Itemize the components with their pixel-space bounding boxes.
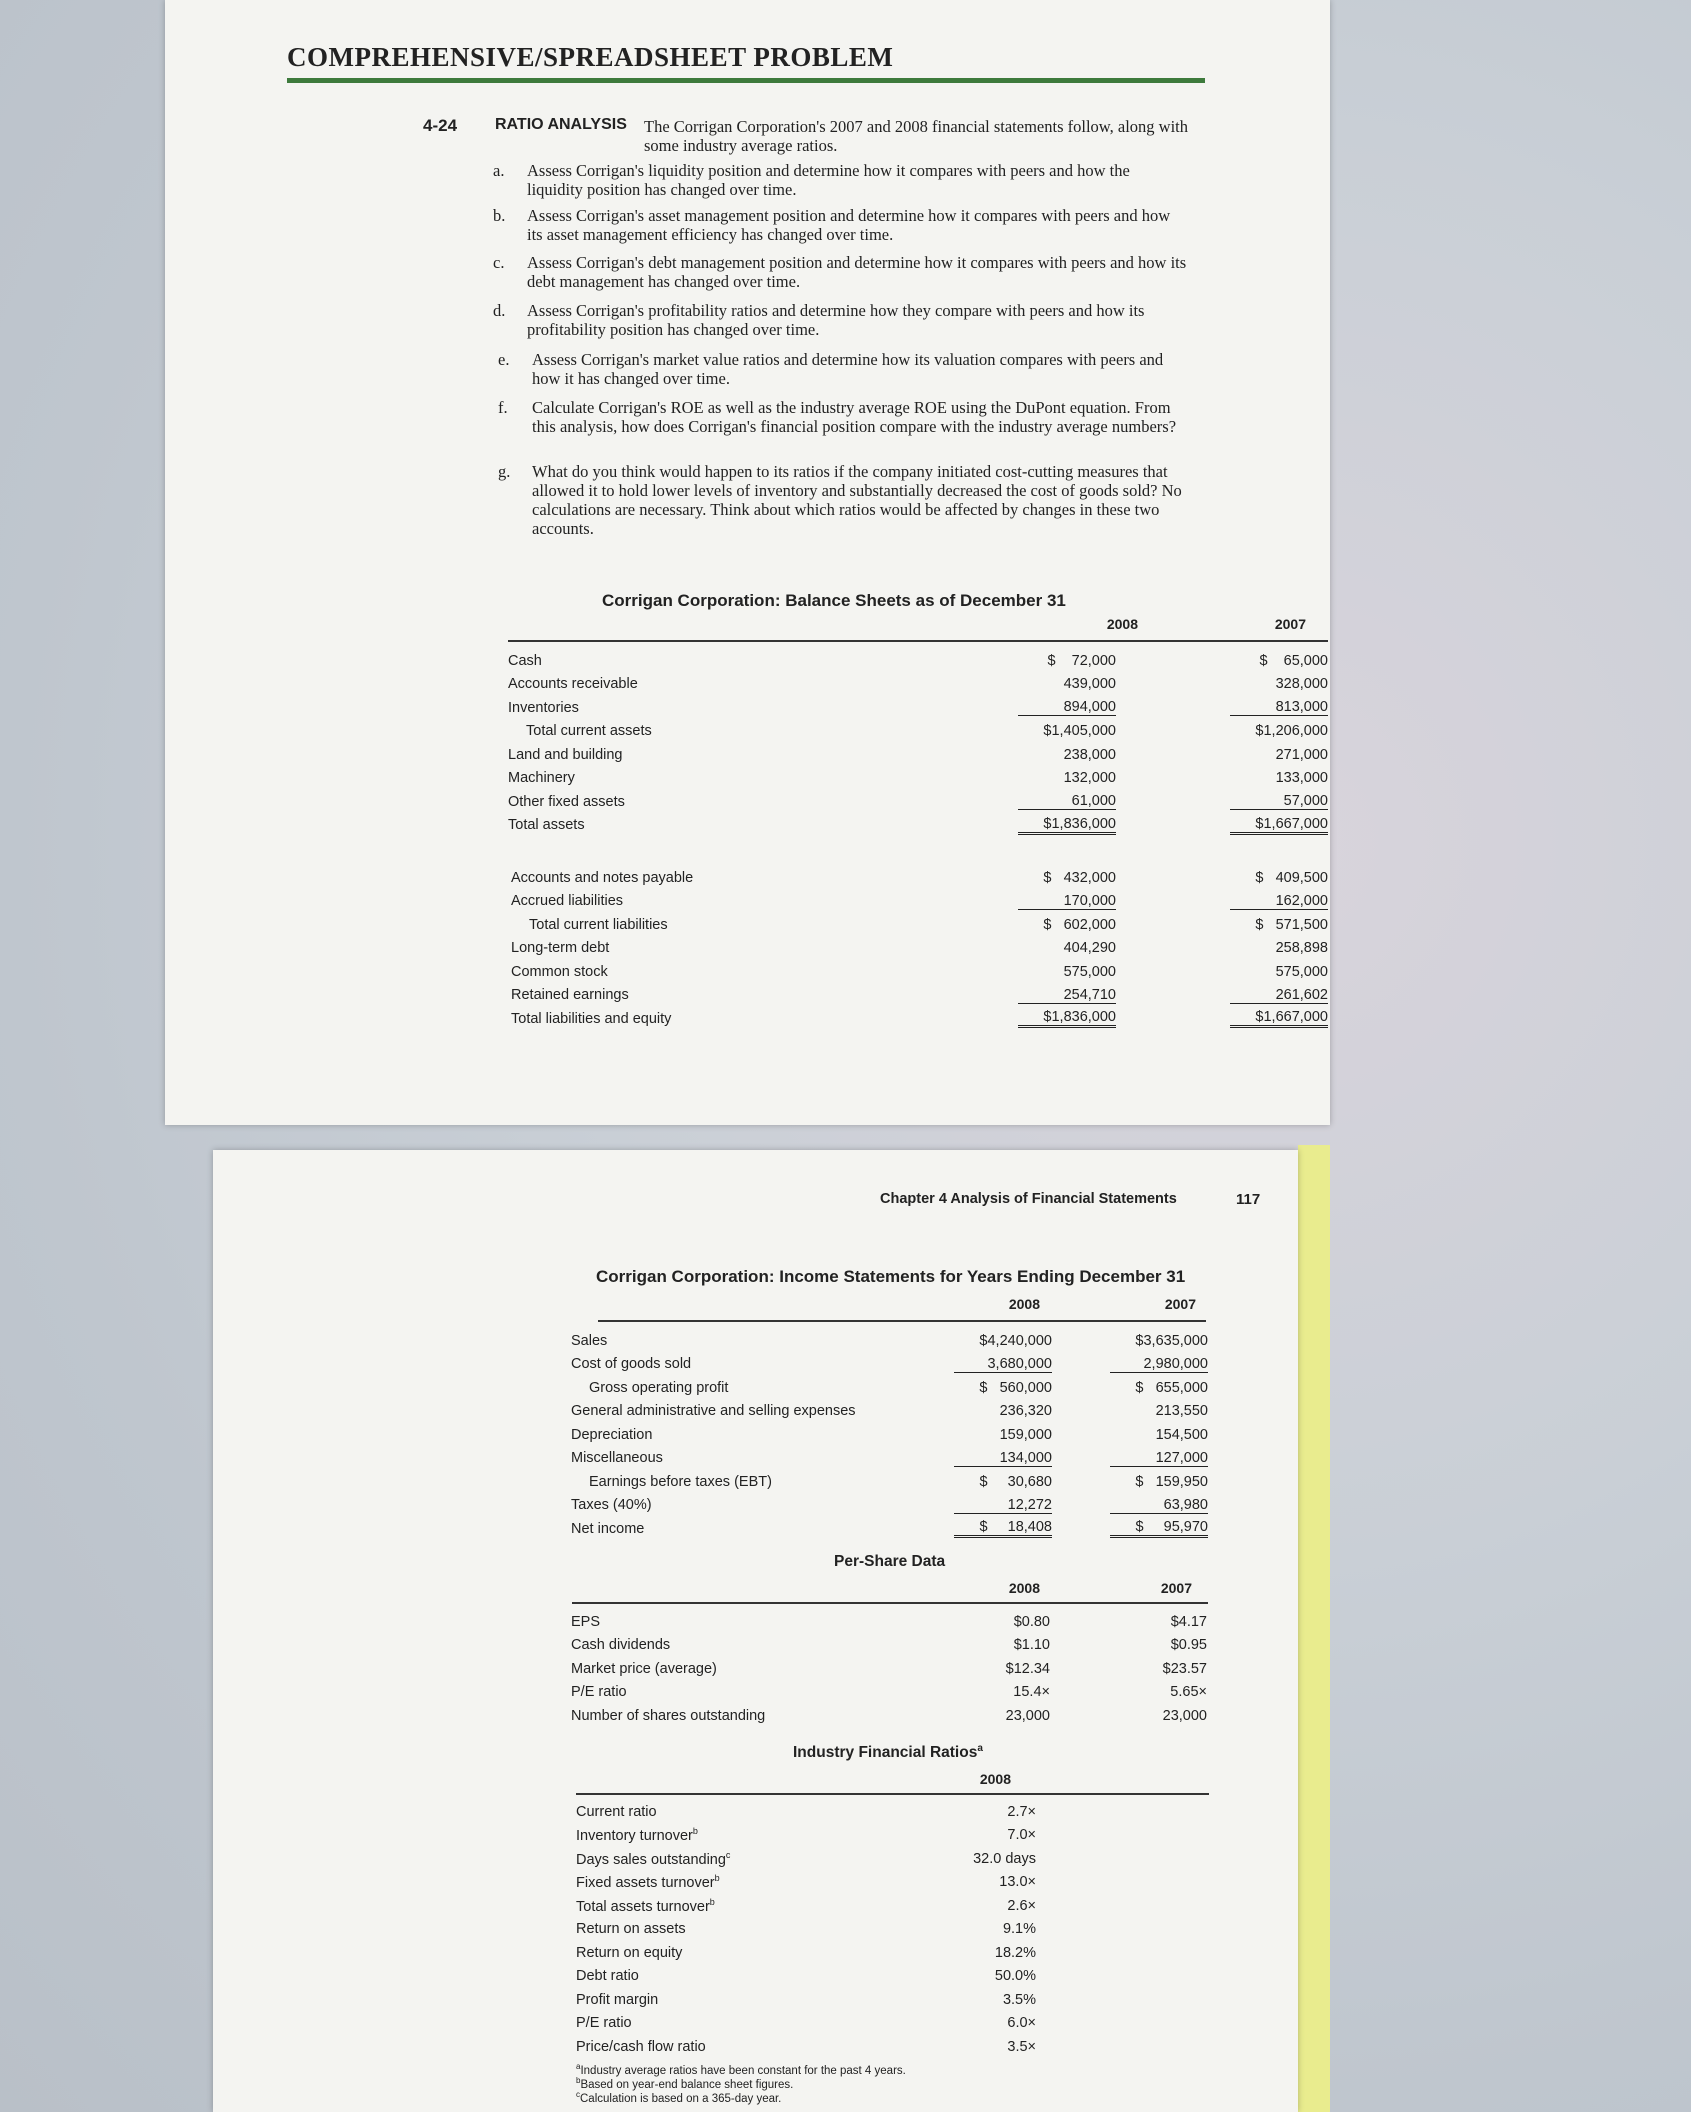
row-value-v1: 894,000 — [1018, 699, 1116, 716]
row-label: EPS — [571, 1613, 601, 1630]
ind-header-rule — [576, 1793, 1209, 1795]
ps-col-2007: 2007 — [1160, 1580, 1192, 1596]
row-value-v2: 154,500 — [1155, 1426, 1208, 1443]
row-value-v1: 575,000 — [1063, 963, 1116, 980]
row-value-v2: 2,980,000 — [1110, 1356, 1208, 1373]
row-label: Profit margin — [576, 1991, 659, 2008]
row-value-v1: 23,000 — [1005, 1707, 1050, 1724]
row-value-v2: 162,000 — [1230, 893, 1328, 910]
row-label: Total liabilities and equity — [511, 1010, 672, 1027]
row-value-v: 2.6× — [1007, 1897, 1036, 1914]
is-col-2007: 2007 — [1164, 1296, 1196, 1312]
table-row — [571, 1423, 1208, 1447]
ps-header-rule — [572, 1602, 1208, 1604]
row-label: Accrued liabilities — [511, 893, 624, 910]
table-row — [571, 1657, 1207, 1681]
item-letter: g. — [498, 462, 511, 481]
row-label: Fixed assets turnover — [576, 1875, 715, 1892]
row-label: Machinery — [508, 770, 575, 787]
row-value-v1: 61,000 — [1018, 793, 1116, 810]
table-row — [508, 720, 1328, 744]
row-value-v1: $ 30,680 — [979, 1473, 1052, 1490]
row-label: Inventory turnover — [576, 1828, 693, 1845]
row-label: Total assets turnover — [576, 1898, 710, 1915]
problem-intro: The Corrigan Corporation's 2007 and 2008 financial statements follow, along with some industry average ratios. — [644, 117, 1189, 155]
row-value-v2: $1,206,000 — [1255, 723, 1328, 740]
row-label: Gross operating profit — [589, 1379, 729, 1396]
row-value-v2: $4.17 — [1170, 1613, 1207, 1630]
row-label-sup: b — [709, 1896, 715, 1907]
row-label: Market price (average) — [571, 1660, 717, 1677]
row-value-v2: $1,667,000 — [1230, 816, 1328, 835]
row-label: Number of shares outstanding — [571, 1707, 766, 1724]
row-value-v1: 134,000 — [954, 1450, 1052, 1467]
row-value-v1: $1.10 — [1013, 1637, 1050, 1654]
row-label: Earnings before taxes (EBT) — [589, 1473, 772, 1490]
row-value-v: 18.2% — [994, 1944, 1036, 1961]
item-text: Assess Corrigan's market value ratios and determine how its valuation compares with peers and how it has changed over time. — [532, 350, 1164, 388]
table-row — [571, 1470, 1208, 1494]
table-row — [576, 1965, 1036, 1989]
row-value-v1: 12,272 — [954, 1497, 1052, 1514]
row-value-v1: 170,000 — [1018, 893, 1116, 910]
row-value-v1: 238,000 — [1063, 746, 1116, 763]
industry-ratios-title — [793, 1743, 983, 1762]
row-value-v: 7.0× — [1007, 1827, 1036, 1844]
table-row — [576, 1871, 1036, 1895]
row-value-v: 3.5× — [1007, 2038, 1036, 2055]
table-row — [508, 767, 1328, 791]
row-value-v: 6.0× — [1007, 2015, 1036, 2032]
row-label: Accounts and notes payable — [511, 869, 694, 886]
footnote-text: Based on year-end balance sheet figures. — [580, 2078, 794, 2091]
page-number: 117 — [1236, 1191, 1261, 1208]
row-label: Miscellaneous — [571, 1450, 663, 1467]
textbook-page-1 — [165, 0, 1330, 1125]
table-row — [571, 1704, 1207, 1728]
row-value-v1: $ 432,000 — [1043, 869, 1116, 886]
row-value-v1: $1,836,000 — [1018, 816, 1116, 835]
row-value-v2: 328,000 — [1275, 676, 1328, 693]
income-statement-table — [571, 1329, 1208, 1541]
row-value-v: 2.7× — [1007, 1803, 1036, 1820]
table-row — [511, 984, 1328, 1008]
ps-col-2008: 2008 — [1008, 1580, 1040, 1596]
table-row — [576, 1894, 1036, 1918]
footnote-text: Industry average ratios have been constant for the past 4 years. — [580, 2064, 906, 2077]
item-text: Assess Corrigan's asset management position and determine how it compares with peers and how its asset management efficiency has changed over time. — [527, 206, 1171, 244]
row-value-v2: $ 95,970 — [1110, 1519, 1208, 1538]
balance-sheet-liabilities — [511, 866, 1328, 1031]
row-value-v1: $ 72,000 — [1047, 652, 1116, 669]
table-row — [571, 1400, 1208, 1424]
row-value-v2: 213,550 — [1155, 1403, 1208, 1420]
row-label: Price/cash flow ratio — [576, 2038, 706, 2055]
row-value-v2: 127,000 — [1110, 1450, 1208, 1467]
table-row — [508, 790, 1328, 814]
row-value-v2: 258,898 — [1275, 940, 1328, 957]
bs-header-rule — [508, 640, 1328, 642]
row-label: Return on equity — [576, 1944, 683, 1961]
row-label: Retained earnings — [511, 987, 629, 1004]
row-label: Return on assets — [576, 1921, 686, 1938]
table-row — [571, 1353, 1208, 1377]
row-label: Land and building — [508, 746, 623, 763]
table-row — [576, 1988, 1036, 2012]
row-value-v2: 23,000 — [1162, 1707, 1207, 1724]
row-label: Sales — [571, 1332, 608, 1349]
income-statement-title: Corrigan Corporation: Income Statements for Years Ending December 31 — [596, 1267, 1186, 1286]
industry-title-sup: a — [977, 1743, 983, 1754]
table-row — [571, 1681, 1207, 1705]
row-value-v1: $ 560,000 — [979, 1379, 1052, 1396]
item-text: Assess Corrigan's profitability ratios and determine how they compare with peers and how its profitability position has changed over time. — [527, 301, 1145, 339]
table-row — [576, 1918, 1036, 1942]
row-value-v1: $0.80 — [1013, 1613, 1050, 1630]
row-value-v: 9.1% — [1002, 1921, 1036, 1938]
footnote-marker: c — [576, 2090, 580, 2099]
row-value-v2: $23.57 — [1162, 1660, 1207, 1677]
row-label-sup: b — [692, 1826, 698, 1837]
industry-ratios-table — [576, 1800, 1036, 2059]
row-value-v2: 813,000 — [1230, 699, 1328, 716]
table-row — [511, 937, 1328, 961]
row-label: Current ratio — [576, 1803, 657, 1820]
row-value-v1: $ 18,408 — [954, 1519, 1052, 1538]
table-row — [571, 1329, 1208, 1353]
table-row — [576, 1941, 1036, 1965]
per-share-table — [571, 1610, 1207, 1728]
row-value-v1: $1,836,000 — [1018, 1009, 1116, 1028]
footnote-text: Calculation is based on a 365-day year. — [580, 2092, 782, 2105]
table-row — [508, 673, 1328, 697]
row-value-v1: $12.34 — [1005, 1660, 1050, 1677]
table-row — [576, 2035, 1036, 2059]
row-value-v1: 236,320 — [999, 1403, 1052, 1420]
item-text: Assess Corrigan's debt management position and determine how it compares with peers and how its debt management has changed over time. — [527, 253, 1187, 291]
table-row — [576, 1824, 1036, 1848]
row-value-v1: $4,240,000 — [979, 1332, 1052, 1349]
row-label: Common stock — [511, 963, 608, 980]
row-value-v2: 57,000 — [1230, 793, 1328, 810]
table-row — [571, 1376, 1208, 1400]
row-value-v2: 271,000 — [1275, 746, 1328, 763]
per-share-title: Per-Share Data — [834, 1553, 946, 1570]
row-value-v1: 404,290 — [1063, 940, 1116, 957]
row-label: Long-term debt — [511, 940, 610, 957]
row-label: Total assets — [508, 817, 585, 834]
row-value-v: 32.0 days — [973, 1850, 1036, 1867]
row-value-v1: $ 602,000 — [1043, 916, 1116, 933]
footnote — [576, 2088, 781, 2106]
footnote-marker: b — [576, 2076, 581, 2085]
table-row — [508, 814, 1328, 838]
problem-title: RATIO ANALYSIS — [495, 116, 627, 133]
row-value-v1: 254,710 — [1018, 987, 1116, 1004]
ind-col-2008: 2008 — [979, 1771, 1011, 1787]
row-label: Days sales outstanding — [576, 1851, 726, 1868]
row-value-v1: 132,000 — [1063, 770, 1116, 787]
row-label: Accounts receivable — [508, 676, 638, 693]
table-row — [508, 743, 1328, 767]
row-value-v1: 439,000 — [1063, 676, 1116, 693]
row-value-v1: 3,680,000 — [954, 1356, 1052, 1373]
is-header-rule — [598, 1320, 1206, 1322]
table-row — [508, 696, 1328, 720]
row-value-v2: 261,602 — [1230, 987, 1328, 1004]
row-value-v2: $ 571,500 — [1255, 916, 1328, 933]
table-row — [576, 2012, 1036, 2036]
table-row — [511, 1007, 1328, 1031]
row-value-v: 3.5% — [1002, 1991, 1036, 2008]
table-row — [571, 1447, 1208, 1471]
row-label: Inventories — [508, 699, 579, 716]
chapter-header: Chapter 4 Analysis of Financial Statements — [880, 1191, 1177, 1207]
table-row — [576, 1847, 1036, 1871]
item-text: Assess Corrigan's liquidity position and determine how it compares with peers and how the liquidity position has changed over time. — [527, 161, 1130, 199]
item-letter: f. — [498, 398, 508, 417]
row-value-v2: 5.65× — [1170, 1684, 1207, 1701]
item-letter: d. — [493, 301, 506, 320]
row-value-v1: $1,405,000 — [1043, 723, 1116, 740]
table-row — [571, 1634, 1207, 1658]
table-row — [571, 1494, 1208, 1518]
balance-sheet-assets — [508, 649, 1328, 837]
problem-number: 4-24 — [423, 116, 458, 135]
row-label: Depreciation — [571, 1426, 653, 1443]
is-col-2008: 2008 — [1008, 1296, 1040, 1312]
row-label: Debt ratio — [576, 1968, 639, 1985]
row-label: Total current assets — [526, 723, 652, 740]
row-value-v2: $0.95 — [1170, 1637, 1207, 1654]
textbook-page-2 — [213, 1150, 1298, 2112]
row-label: Taxes (40%) — [571, 1497, 652, 1514]
item-letter: e. — [498, 350, 510, 369]
table-row — [576, 1800, 1036, 1824]
heading-rule — [287, 78, 1205, 83]
row-value-v2: $3,635,000 — [1135, 1332, 1208, 1349]
table-row — [571, 1517, 1208, 1541]
row-label: Cost of goods sold — [571, 1356, 692, 1373]
row-value-v1: 159,000 — [999, 1426, 1052, 1443]
item-letter: a. — [493, 161, 505, 180]
table-row — [511, 866, 1328, 890]
row-label-sup: c — [725, 1849, 731, 1860]
item-letter: c. — [493, 253, 505, 272]
item-text: What do you think would happen to its ratios if the company initiated cost-cutting measures that allowed it to hold lower levels of inventory and substantially decreased the cost of goods sold? No calculations are necessary. Think about which ratios would be affected by changes in these two accounts. — [532, 462, 1182, 538]
row-label: Total current liabilities — [529, 916, 668, 933]
row-value-v: 13.0× — [999, 1874, 1036, 1891]
row-value-v2: $ 65,000 — [1259, 652, 1328, 669]
row-value-v1: 15.4× — [1013, 1684, 1050, 1701]
table-row — [571, 1610, 1207, 1634]
row-label: Net income — [571, 1520, 645, 1537]
table-row — [511, 960, 1328, 984]
row-value-v2: 63,980 — [1110, 1497, 1208, 1514]
row-label: General administrative and selling expenses — [571, 1403, 856, 1420]
footnote-marker: a — [576, 2062, 581, 2071]
row-label: P/E ratio — [571, 1684, 627, 1701]
table-row — [508, 649, 1328, 673]
table-row — [511, 913, 1328, 937]
row-label: P/E ratio — [576, 2015, 632, 2032]
bs-col-2007: 2007 — [1274, 616, 1306, 632]
row-value-v: 50.0% — [994, 1968, 1036, 1985]
balance-sheet-title: Corrigan Corporation: Balance Sheets as of December 31 — [602, 591, 1066, 610]
item-letter: b. — [493, 206, 506, 225]
row-label: Cash — [508, 652, 542, 669]
row-value-v2: $ 409,500 — [1255, 869, 1328, 886]
row-value-v2: $ 159,950 — [1135, 1473, 1208, 1490]
row-label-sup: b — [714, 1873, 720, 1884]
section-heading: COMPREHENSIVE/SPREADSHEET PROBLEM — [287, 42, 894, 72]
row-value-v2: $1,667,000 — [1230, 1009, 1328, 1028]
item-text: Calculate Corrigan's ROE as well as the industry average ROE using the DuPont equation. From this analysis, how does Corrigan's financial position compare with the industry average numbers? — [532, 398, 1177, 436]
row-label: Other fixed assets — [508, 793, 625, 810]
table-row — [511, 890, 1328, 914]
row-value-v2: 575,000 — [1275, 963, 1328, 980]
row-value-v2: 133,000 — [1275, 770, 1328, 787]
row-label: Cash dividends — [571, 1637, 671, 1654]
page-edge-strip — [1298, 1145, 1330, 2112]
industry-title-text: Industry Financial Ratios — [793, 1744, 978, 1762]
row-value-v2: $ 655,000 — [1135, 1379, 1208, 1396]
bs-col-2008: 2008 — [1106, 616, 1138, 632]
